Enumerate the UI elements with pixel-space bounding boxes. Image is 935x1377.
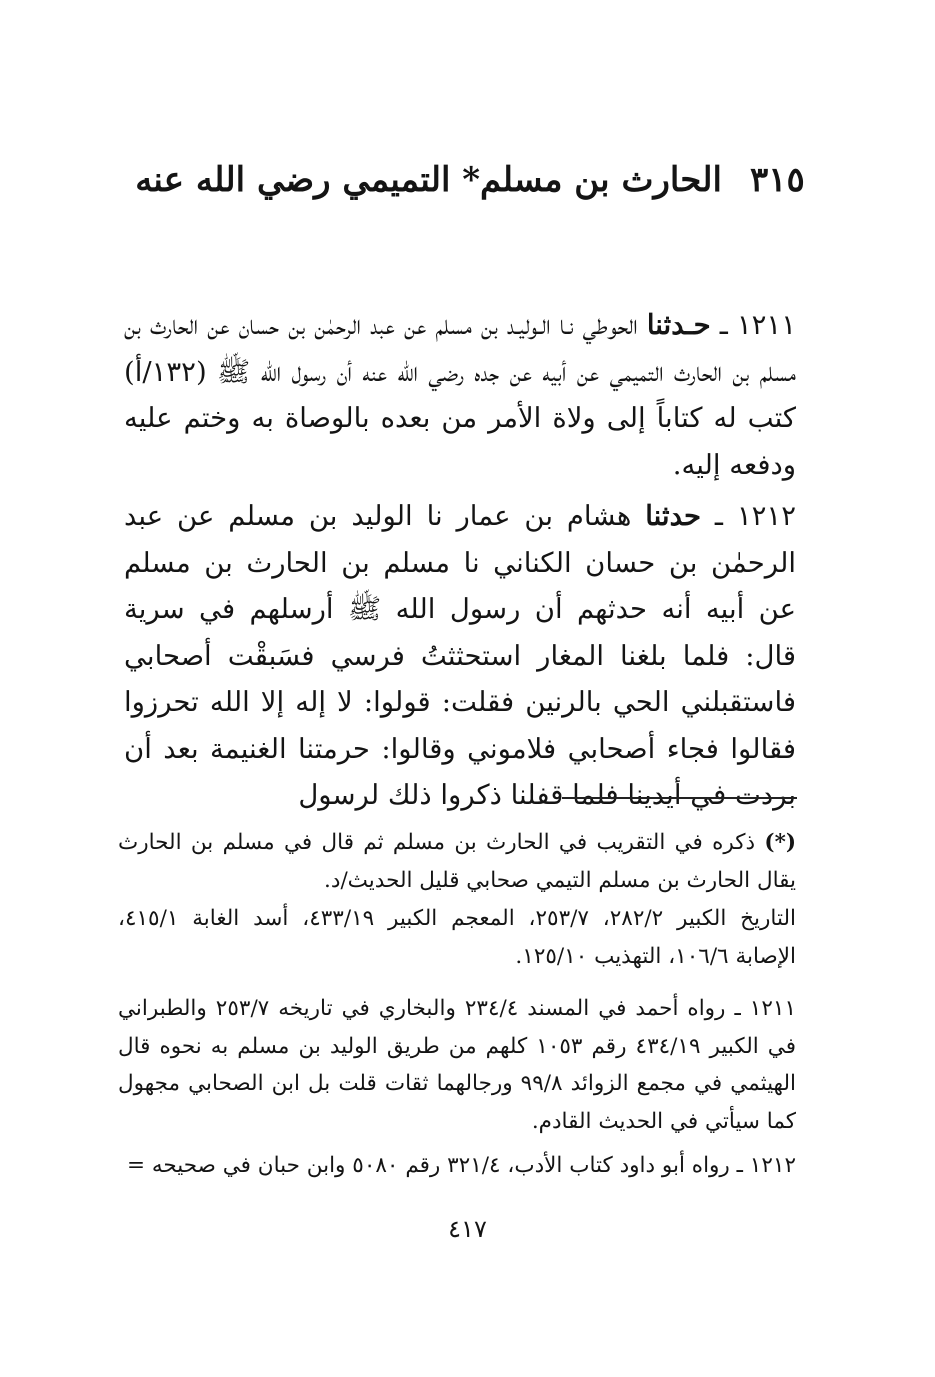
hadith-1212 xyxy=(124,493,796,819)
footnote-sources xyxy=(118,900,856,975)
footnote-divider xyxy=(562,797,797,799)
footnote-marker: ١٢١٢ ـ xyxy=(736,1153,796,1178)
hadith-text: هشام بن عمار نا الوليد بن مسلم عن عبد الرحمٰن بن حسان الكناني نا مسلم بن الحارث بن مسلم عن أبيه أنه حدثهم أن رسول الله ﷺ أرسلهم في سرية قال: فلما بلغنا المغار استحثثتُ فرسي فسَبقْت أصحابي فاستقبلني الحي بالرنين فقلت: قولوا: لا إله إلا الله تحرزوا فقالوا فجاء أصحابي فلاموني وقالوا: حرمتنا الغنيمة بعد أن بردت في أيدينا فلما قفلنا ذكروا ذلك لرسول xyxy=(124,500,796,811)
footnote-marker: ١٢١١ ـ xyxy=(734,996,796,1021)
footnote-text: رواه أبو داود كتاب الأدب، ٣٢١/٤ رقم ٥٠٨٠ وابن حبان في صحيحه = xyxy=(127,1153,730,1178)
chapter-title xyxy=(120,150,820,210)
footnote-1211 xyxy=(118,990,796,1140)
hadith-keyword: حدثنا xyxy=(645,500,702,532)
hadith-keyword: حـدثنا xyxy=(646,309,711,341)
hadith-1211 xyxy=(124,302,796,488)
chapter-title-text: الحارث بن مسلم* التميمي رضي الله عنه xyxy=(135,160,722,200)
footnote-text: رواه أحمد في المسند ٢٣٤/٤ والبخاري في تاريخه ٢٥٣/٧ والطبراني في الكبير ٤٣٤/١٩ رقم ١٠٥٣ كلهم من طريق الوليد بن مسلم به نحوه قال الهيثمي في مجمع الزوائد ٩٩/٨ ورجالهما ثقات قلت بل ابن الصحابي مجهول كما سيأتي في الحديث القادم. xyxy=(118,996,796,1134)
hadith-text: الحوطي نـا الـوليـد بن مسلم عن عبد الرحمٰن بن حسان عن الحارث بن مسلم بن الحارث التميمي عن أبيه عن جده رضي الله عنه أن رسول الله ﷺ (١٣٢/أ) كتب له كتاباً إلى ولاة الأمر من بعده بالوصاة به وختم عليه ودفعه إليه. xyxy=(124,309,796,481)
footnote-marker: (*) xyxy=(764,830,796,855)
footnote-1212 xyxy=(118,1147,796,1185)
footnote-text: ذكره في التقريب في الحارث بن مسلم ثم قال في مسلم بن الحارث يقال الحارث بن مسلم التيمي صحابي قليل الحديث/د. xyxy=(118,830,796,893)
chapter-number: ٣١٥ xyxy=(750,160,805,200)
footnote-asterisk xyxy=(118,824,796,899)
page-number: ٤١٧ xyxy=(448,1215,487,1243)
hadith-number: ١٢١١ ـ xyxy=(719,309,796,341)
hadith-number: ١٢١٢ ـ xyxy=(714,500,796,532)
footnote-text: التاريخ الكبير ٢٨٢/٢، ٢٥٣/٧، المعجم الكبير ٤٣٣/١٩، أسد الغابة ٤١٥/١، الإصابة ١٠٦/٦، التهذيب ١٢٥/١٠. xyxy=(118,906,796,969)
